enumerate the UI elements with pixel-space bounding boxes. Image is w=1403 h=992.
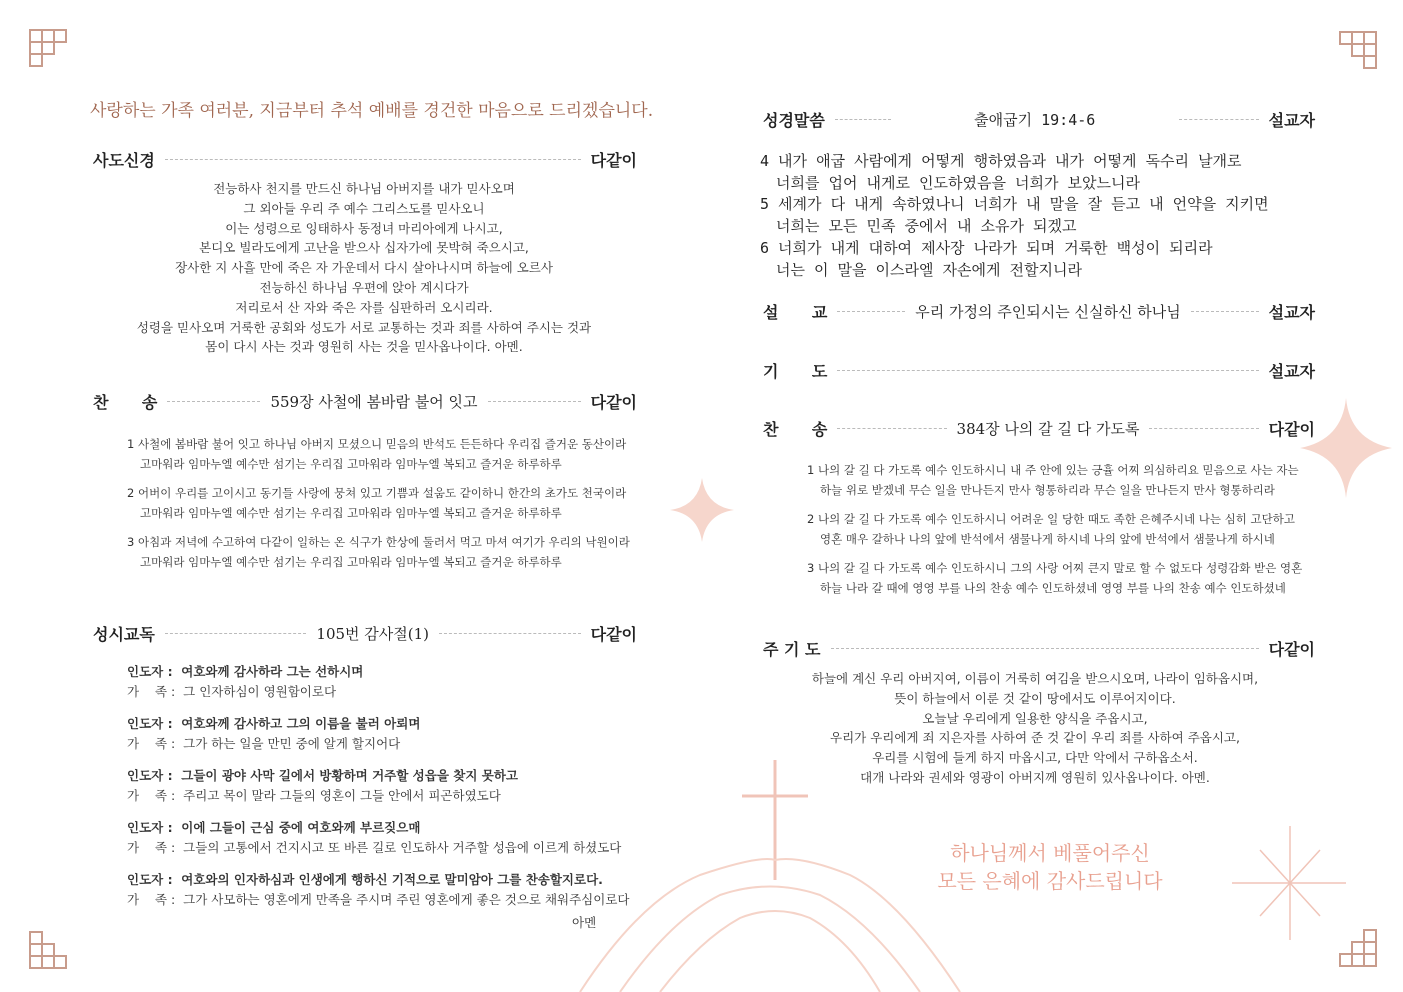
hymn-verse: [127, 434, 630, 474]
hymn1-label: 찬 송: [93, 392, 158, 412]
creed-line: 본디오 빌라도에게 고난을 받으사 십자가에 못박혀 죽으시고,: [199, 240, 529, 256]
reading-pair: [127, 714, 630, 754]
hymn1-title: 559장 사철에 봄바람 불어 잇고: [270, 392, 478, 411]
hymn-verse: [127, 532, 630, 572]
verse-line: 1 사철에 봄바람 불어 잇고 하나님 아버지 모셨으니 믿음의 반석도 든든하다 우리집 즐거운 동산이라: [127, 437, 627, 451]
family-line: 가 족 : 그가 하는 일을 만민 중에 알게 할지어다: [127, 736, 401, 751]
lords-prayer-performer: 다같이: [1268, 639, 1315, 659]
sparkle-center: [670, 478, 734, 542]
creed-line: 몸이 다시 사는 것과 영원히 사는 것을 믿사옵나이다. 아멘.: [205, 339, 523, 355]
scripture-label: 성경말씀: [763, 110, 825, 130]
sermon-title: 우리 가정의 주인되시는 신실하신 하나님: [915, 302, 1181, 321]
intro-heading: 사랑하는 가족 여러분, 지금부터 추석 예배를 경건한 마음으로 드리겠습니다.: [90, 101, 654, 121]
leader-dots: [488, 401, 581, 402]
prayer-line: 뜻이 하늘에서 이룬 것 같이 땅에서도 이루어지이다.: [894, 690, 1176, 706]
prayer-line: 우리가 우리에게 죄 지은자를 사하여 준 것 같이 우리 죄를 사하여 주옵시고,: [830, 730, 1240, 746]
responsive-performer: 다같이: [590, 624, 637, 644]
hymn2-label: 찬 송: [763, 419, 828, 439]
scripture-section-header: [763, 107, 1315, 131]
hymn2-title: 384장 나의 갈 길 다 가도록: [956, 419, 1140, 438]
verse-refrain: 고마워라 임마누엘 예수만 섬기는 우리집 고마워라 임마누엘 복되고 즐거운 하루하루: [140, 457, 562, 471]
reading-pair: [127, 870, 630, 910]
verse-refrain: 하늘 위로 받겠네 무슨 일을 만나든지 만사 형통하리라 무슨 일을 만나든지 만사 형통하리라: [820, 483, 1275, 497]
hymn2-lyrics: [807, 460, 1302, 607]
responsive-title: 105번 감사절(1): [316, 624, 430, 643]
leader-dots: [837, 428, 946, 429]
leader-dots: [837, 370, 1258, 371]
verse-line: 3 나의 갈 길 다 가도록 예수 인도하시니 그의 사랑 어찌 큰지 말로 할 수 없도다 성령감화 받은 영혼: [807, 561, 1303, 575]
leader-dots: [439, 633, 581, 634]
sermon-section-header: [763, 299, 1315, 323]
prayer-performer: 설교자: [1268, 361, 1315, 381]
hymn-verse: [807, 509, 1302, 549]
creed-line: 이는 성령으로 잉태하사 동정녀 마리아에게 나시고,: [225, 220, 503, 236]
prayer-line: 오늘날 우리에게 일용한 양식을 주옵시고,: [922, 710, 1148, 726]
responsive-reading: [127, 662, 630, 912]
responsive-section-header: [93, 621, 637, 645]
leader-line: 인도자 : 여호와께 감사하고 그의 이름을 불러 아뢰며: [127, 716, 421, 731]
leader-line: 인도자 : 이에 그들이 근심 중에 여호와께 부르짖으매: [127, 820, 421, 835]
creed-section-header: [93, 147, 637, 171]
creed-text: [80, 179, 648, 357]
leader-dots: [1179, 119, 1259, 120]
leader-line: 인도자 : 그들이 광야 사막 길에서 방황하며 거주할 성읍을 찾지 못하고: [127, 768, 518, 783]
responsive-label: 성시교독: [93, 624, 155, 644]
prayer-line: 하늘에 계신 우리 아버지여, 이름이 거룩히 여김을 받으시오며, 나라이 임하옵시며,: [811, 671, 1259, 686]
scripture-reference: 출애굽기 19:4-6: [974, 110, 1096, 129]
hymn-verse: [127, 483, 630, 523]
corner-ornament-bottom-left: [30, 932, 66, 968]
prayer-line: 우리를 시험에 들게 하지 마옵시고, 다만 악에서 구하옵소서.: [872, 750, 1198, 766]
verse-line: 2 나의 갈 길 다 가도록 예수 인도하시니 어려운 일 당한 때도 족한 은혜주시네 나는 심히 고단하고: [807, 512, 1295, 526]
scripture-line: 6 너희가 내게 대하여 제사장 나라가 되며 거룩한 백성이 되리라: [760, 238, 1213, 257]
lords-prayer-section-header: [763, 636, 1315, 660]
family-line: 가 족 : 그가 사모하는 영혼에게 만족을 주시며 주린 영혼에게 좋은 것으로 채워주심이로다: [127, 892, 630, 907]
verse-refrain: 고마워라 임마누엘 예수만 섬기는 우리집 고마워라 임마누엘 복되고 즐거운 하루하루: [140, 555, 562, 569]
scripture-line: 너는 이 말을 이스라엘 자손에게 전할지니라: [776, 260, 1082, 279]
family-line: 가 족 : 주리고 목이 말라 그들의 영혼이 그들 안에서 피곤하였도다: [127, 788, 501, 803]
hymn2-performer: 다같이: [1268, 419, 1316, 439]
closing-message: [900, 839, 1200, 895]
scripture-line: 5 세계가 다 내게 속하였나니 너희가 내 말을 잘 듣고 내 언약을 지키면: [760, 195, 1269, 214]
reading-pair: [127, 766, 630, 806]
scripture-text: [760, 151, 1269, 281]
verse-refrain: 고마워라 임마누엘 예수만 섬기는 우리집 고마워라 임마누엘 복되고 즐거운 하루하루: [140, 506, 562, 520]
sermon-label: 설 교: [763, 302, 828, 322]
verse-line: 2 어버이 우리를 고이시고 동기들 사랑에 뭉쳐 있고 기쁨과 설움도 같이하니 한간의 초가도 천국이라: [127, 486, 627, 500]
leader-dots: [165, 633, 307, 634]
reading-pair: [127, 662, 630, 702]
corner-ornament-top-left: [30, 30, 66, 66]
hymn1-lyrics: [127, 434, 630, 581]
amen-text: 아멘: [572, 915, 597, 930]
hymn1-section-header: [93, 389, 637, 413]
leader-dots: [1191, 311, 1259, 312]
creed-performer: 다같이: [590, 150, 637, 170]
creed-label: 사도신경: [93, 150, 155, 170]
leader-dots: [831, 648, 1259, 649]
hymn-verse: [807, 460, 1302, 500]
corner-ornament-bottom-right: [1340, 930, 1376, 966]
leader-dots: [1149, 428, 1258, 429]
leader-dots: [165, 159, 581, 160]
corner-ornament-top-right: [1340, 32, 1376, 68]
leader-line: 인도자 : 여호와의 인자하심과 인생에게 행하신 기적으로 말미암아 그를 찬송할지로다.: [127, 872, 603, 887]
closing-line: 모든 은혜에 감사드립니다: [937, 869, 1163, 893]
prayer-label: 기 도: [763, 361, 828, 381]
hymn-verse: [807, 558, 1302, 598]
scripture-performer: 설교자: [1268, 110, 1315, 130]
leader-dots: [835, 119, 891, 120]
closing-line: 하나님께서 베풀어주신: [950, 841, 1150, 865]
verse-refrain: 하늘 나라 갈 때에 영영 부를 나의 찬송 예수 인도하셨네 영영 부를 나의 찬송 예수 인도하셨네: [820, 581, 1286, 595]
lords-prayer-text: [760, 669, 1310, 788]
scripture-line: 너희는 모든 민족 중에서 내 소유가 되겠고: [776, 217, 1077, 236]
verse-line: 3 아침과 저녁에 수고하여 다같이 일하는 온 식구가 한상에 둘러서 먹고 마셔 여기가 우리의 낙원이라: [127, 535, 630, 549]
creed-line: 저리로서 산 자와 죽은 자를 심판하러 오시리라.: [235, 299, 493, 315]
scripture-line: 4 내가 애굽 사람에게 어떻게 행하였음과 내가 어떻게 독수리 날개로: [760, 152, 1242, 170]
lords-prayer-label: 주 기 도: [763, 639, 821, 659]
prayer-line: 대개 나라와 권세와 영광이 아버지께 영원히 있사옵나이다. 아멘.: [860, 769, 1210, 785]
verse-line: 1 나의 갈 길 다 가도록 예수 인도하시니 내 주 안에 있는 긍휼 어찌 의심하리요 믿음으로 사는 자는: [807, 463, 1299, 477]
creed-line: 전능하사 천지를 만드신 하나님 아버지를 내가 믿사오며: [213, 181, 515, 196]
creed-line: 전능하신 하나님 우편에 앉아 계시다가: [259, 279, 469, 295]
creed-line: 성령을 믿사오며 거룩한 공회와 성도가 서로 교통하는 것과 죄를 사하여 주시는 것과: [136, 319, 592, 335]
family-line: 가 족 : 그들의 고통에서 건지시고 또 바른 길로 인도하사 거주할 성읍에 이르게 하셨도다: [127, 840, 622, 855]
hymn2-section-header: [763, 416, 1315, 440]
reading-pair: [127, 818, 630, 858]
leader-line: 인도자 : 여호와께 감사하라 그는 선하시며: [127, 664, 364, 679]
creed-line: 그 외아들 우리 주 예수 그리스도를 믿사오니: [243, 200, 485, 216]
prayer-section-header: [763, 358, 1315, 382]
sparkle-right: [1300, 398, 1392, 498]
leader-dots: [837, 311, 905, 312]
family-line: 가 족 : 그 인자하심이 영원함이로다: [127, 684, 337, 699]
sermon-performer: 설교자: [1268, 302, 1315, 322]
sparkle-bottom-right: [1232, 826, 1346, 940]
creed-line: 장사한 지 사흘 만에 죽은 자 가운데서 다시 살아나시며 하늘에 오르사: [175, 260, 553, 276]
scripture-line: 너희를 업어 내게로 인도하였음을 너희가 보았느니라: [776, 173, 1140, 192]
leader-dots: [167, 401, 260, 402]
verse-refrain: 영혼 매우 갈하나 나의 앞에 반석에서 샘물나게 하시네 나의 앞에 반석에서 샘물나게 하시네: [820, 532, 1275, 546]
hymn1-performer: 다같이: [590, 392, 637, 412]
